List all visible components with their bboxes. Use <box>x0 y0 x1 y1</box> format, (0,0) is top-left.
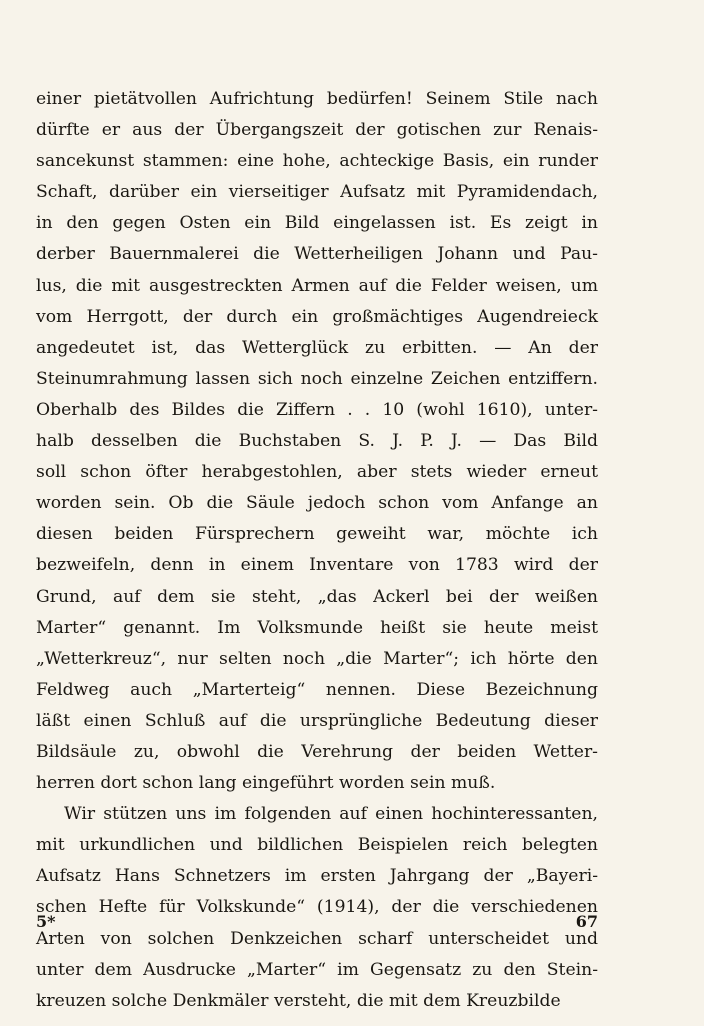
text-line: vom Herrgott, der durch ein großmächtiges Augendreieck <box>36 306 598 327</box>
page-footer <box>36 912 598 931</box>
text-line: Steinumrahmung lassen sich noch einzelne Zeichen entziffern. <box>36 368 598 389</box>
page-number: 67 <box>575 912 598 931</box>
text-line: mit urkundlichen und bildlichen Beispielen reich belegten <box>36 835 598 856</box>
text-line: schen Hefte für Volkskunde“ (1914), der die verschiedenen <box>36 897 598 918</box>
text-line: unter dem Ausdrucke „Marter“ im Gegensatz zu den Stein- <box>36 959 598 980</box>
text-line: Bildsäule zu, obwohl die Verehrung der beiden Wetter- <box>36 741 598 762</box>
text-line: einer pietätvollen Aufrichtung bedürfen! Seinem Stile nach <box>36 89 598 109</box>
text-line: sancekunst stammen: eine hohe, achteckige Basis, ein runder <box>36 151 598 172</box>
text-line: Schaft, darüber ein vierseitiger Aufsatz mit Pyramidendach, <box>36 182 598 203</box>
text-line: bezweifeln, denn in einem Inventare von 1783 wird der <box>36 555 598 576</box>
text-line: Feldweg auch „Marterteig“ nennen. Diese Bezeichnung <box>36 679 598 700</box>
text-line: angedeutet ist, das Wetterglück zu erbitten. — An der <box>36 337 598 358</box>
text-line: derber Bauernmalerei die Wetterheiligen Johann und Pau- <box>36 244 598 265</box>
paragraph <box>36 799 598 1017</box>
text-line: herren dort schon lang eingeführt worden sein muß. <box>36 773 496 794</box>
signature-mark: 5* <box>36 912 56 931</box>
text-line: dürfte er aus der Übergangszeit der gotischen zur Renais- <box>36 120 598 141</box>
text-line: worden sein. Ob die Säule jedoch schon vom Anfange an <box>36 493 598 514</box>
text-line: halb desselben die Buchstaben S. J. P. J. — Das Bild <box>36 431 598 452</box>
text-line: lus, die mit ausgestreckten Armen auf die Felder weisen, um <box>36 275 598 296</box>
paragraph <box>36 84 598 799</box>
text-line: Arten von solchen Denkzeichen scharf unterscheidet und <box>36 928 598 949</box>
text-line: Grund, auf dem sie steht, „das Ackerl bei der weißen <box>36 586 598 607</box>
text-line: in den gegen Osten ein Bild eingelassen ist. Es zeigt in <box>36 213 598 234</box>
body-text <box>36 84 598 1017</box>
text-line: Marter“ genannt. Im Volksmunde heißt sie heute meist <box>36 617 598 638</box>
text-line: Wir stützen uns im folgenden auf einen hochinteressanten, <box>64 804 598 825</box>
text-line: Aufsatz Hans Schnetzers im ersten Jahrgang der „Bayeri- <box>36 866 598 887</box>
text-line: läßt einen Schluß auf die ursprüngliche Bedeutung dieser <box>36 710 598 731</box>
text-line: soll schon öfter herabgestohlen, aber stets wieder erneut <box>36 462 598 483</box>
text-line: kreuzen solche Denkmäler versteht, die mit dem Kreuzbilde <box>36 990 561 1011</box>
text-line: diesen beiden Fürsprechern geweiht war, möchte ich <box>36 524 598 545</box>
text-line: Oberhalb des Bildes die Ziffern . . 10 (wohl 1610), unter- <box>36 399 598 420</box>
text-line: „Wetterkreuz“, nur selten noch „die Marter“; ich hörte den <box>36 648 598 669</box>
